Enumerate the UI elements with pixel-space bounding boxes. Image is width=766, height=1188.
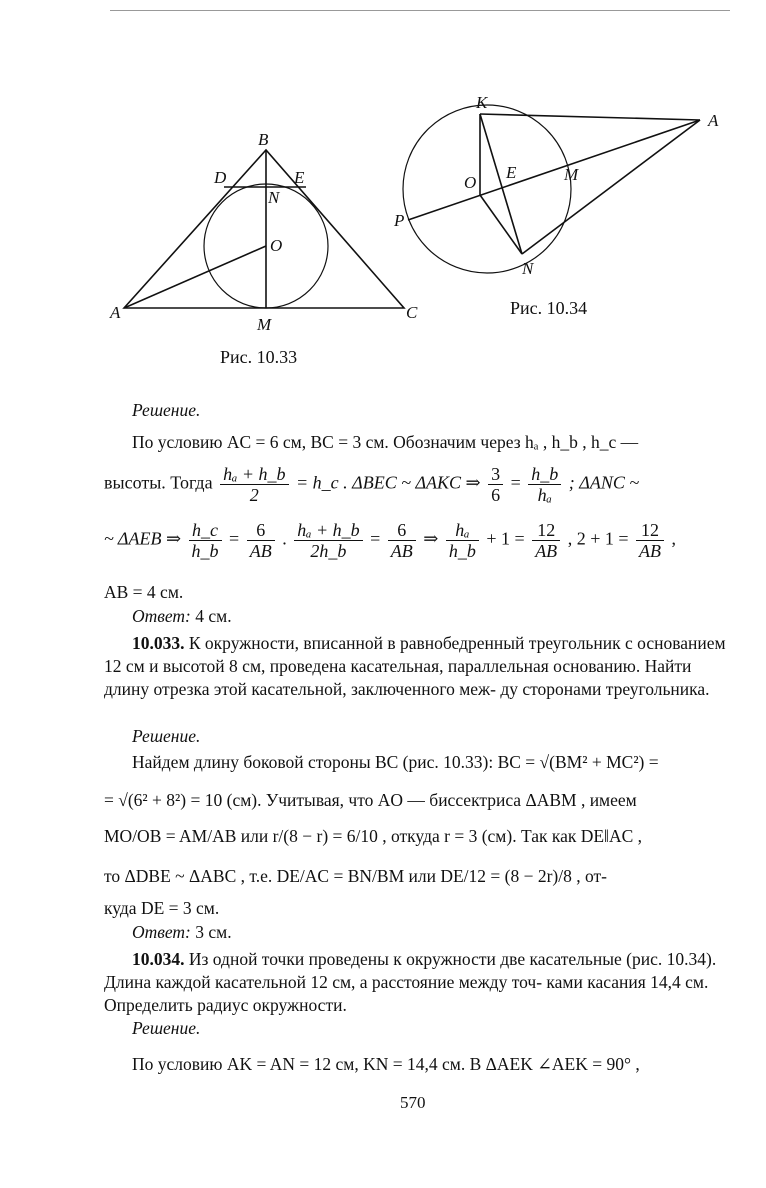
frac	[388, 520, 416, 561]
problem-10-033	[104, 632, 730, 701]
p033-line-4: то ΔDBE ~ ΔABC , т.е. DE/AC = BN/BM или DE/12 = (8 − 2r)/8 , от-	[104, 866, 607, 886]
sep: .	[282, 528, 287, 549]
num: 6	[388, 520, 416, 541]
sol1-l3-prefix: ~ ΔAEB ⇒	[104, 528, 182, 549]
problem-number: 10.033.	[132, 633, 185, 653]
frac	[532, 520, 560, 561]
label-K: K	[476, 93, 488, 112]
num: hₐ	[446, 520, 479, 541]
label-A: A	[708, 111, 719, 130]
plus: + 1 =	[486, 528, 525, 549]
triangle-abc	[124, 150, 404, 308]
top-rule	[110, 10, 730, 11]
page-number: 570	[400, 1093, 426, 1112]
label-P: P	[394, 211, 405, 230]
num: 12	[636, 520, 664, 541]
secant-pa	[408, 120, 700, 220]
p034-line-1: По условию AK = AN = 12 см, KN = 14,4 см. В ΔAEK ∠AEK = 90° ,	[132, 1054, 640, 1074]
den: hₐ	[537, 485, 552, 505]
label-O: O	[464, 173, 477, 192]
frac	[189, 520, 222, 561]
caption-10-34: Рис. 10.34	[510, 298, 588, 318]
answer-label: Ответ:	[132, 922, 191, 942]
num: 3	[488, 464, 503, 485]
p033-line-2: = √(6² + 8²) = 10 (см). Учитывая, что AO — биссектриса ΔABM , имеем	[104, 790, 637, 810]
num: hₐ + h_b	[294, 520, 362, 541]
den: h_b	[191, 541, 219, 561]
sol1-frac-1	[220, 464, 288, 505]
eq: =	[229, 528, 240, 549]
label-E: E	[294, 168, 305, 187]
num: hₐ + h_b	[220, 464, 288, 485]
den: AB	[249, 541, 272, 561]
label-M: M	[564, 165, 579, 184]
tangent-an	[522, 120, 700, 254]
frac	[446, 520, 479, 561]
den: h_b	[448, 541, 476, 561]
num: 6	[247, 520, 275, 541]
frac	[636, 520, 664, 561]
answer-value: 3 см.	[195, 922, 232, 942]
label-D: D	[214, 168, 227, 187]
solution-heading-1: Решение.	[132, 400, 201, 420]
answer-2	[132, 922, 232, 943]
circle	[403, 105, 571, 273]
problem-text: Из одной точки проведены к окружности две касательные (рис. 10.34). Длина каждой касательной 12 см, а расстояние между точ- ками касания 14,4 см. Определить радиус окружности.	[104, 949, 717, 1015]
den: AB	[535, 541, 558, 561]
frac	[294, 520, 362, 561]
answer-1	[132, 606, 232, 627]
sol1-l2-mid: = h_c . ΔBEC ~ ΔAKC ⇒	[296, 472, 481, 493]
figure-10-34	[390, 92, 735, 287]
solution-heading-2: Решение.	[132, 726, 201, 746]
tangent-ak	[480, 114, 700, 120]
figure-10-33	[100, 120, 440, 345]
sol1-l2-suffix: ; ΔANC ~	[568, 472, 640, 493]
label-N: N	[268, 188, 280, 207]
answer-label: Ответ:	[132, 606, 191, 626]
eq: =	[510, 472, 521, 493]
den: AB	[639, 541, 661, 561]
label-M: M	[257, 315, 272, 334]
sol1-line-1: По условию AC = 6 см, BC = 3 см. Обозначим через hₐ , h_b , h_c —	[132, 432, 639, 452]
solution-heading-3: Решение.	[132, 1018, 201, 1038]
label-A: A	[110, 303, 121, 322]
den: 2	[249, 485, 259, 505]
num: h_c	[189, 520, 222, 541]
end: ,	[671, 528, 676, 549]
sol1-frac-2	[488, 464, 503, 505]
bisector-ao	[124, 246, 266, 308]
problem-10-034	[104, 948, 730, 1017]
num: 12	[532, 520, 560, 541]
sol1-l2-prefix: высоты. Тогда	[104, 472, 213, 493]
num: h_b	[528, 464, 561, 485]
sol1-frac-3	[528, 464, 561, 505]
label-E: E	[506, 163, 517, 182]
sol1-line-3	[104, 520, 676, 561]
sol1-line-2	[104, 464, 639, 505]
p033-line-3: MO/OB = AM/AB или r/(8 − r) = 6/10 , откуда r = 3 (см). Так как DE‖AC ,	[104, 826, 643, 846]
frac	[247, 520, 275, 561]
sol1-line-4: AB = 4 см.	[104, 582, 184, 602]
den: 6	[491, 485, 501, 505]
p033-line-1: Найдем длину боковой стороны BC (рис. 10.33): BC = √(BM² + MC²) =	[132, 752, 659, 772]
label-O: O	[270, 236, 283, 255]
chord-kn	[480, 114, 522, 254]
problem-number: 10.034.	[132, 949, 185, 969]
eq: =	[370, 528, 381, 549]
label-C: C	[406, 303, 418, 322]
p033-line-5: куда DE = 3 см.	[104, 898, 220, 918]
label-N: N	[522, 259, 534, 278]
den: 2h_b	[310, 541, 347, 561]
comma: , 2 + 1 =	[567, 528, 629, 549]
label-B: B	[258, 130, 269, 149]
caption-10-33: Рис. 10.33	[220, 347, 298, 367]
radius-on	[480, 195, 522, 254]
problem-text: К окружности, вписанной в равнобедренный треугольник с основанием 12 см и высотой 8 см, проведена касательная, параллельная основанию. Найти длину отрезка этой касательной, заключенного меж- ду сторонами треугольника.	[104, 633, 726, 699]
arrow: ⇒	[423, 528, 439, 549]
den: AB	[390, 541, 413, 561]
answer-value: 4 см.	[195, 606, 232, 626]
